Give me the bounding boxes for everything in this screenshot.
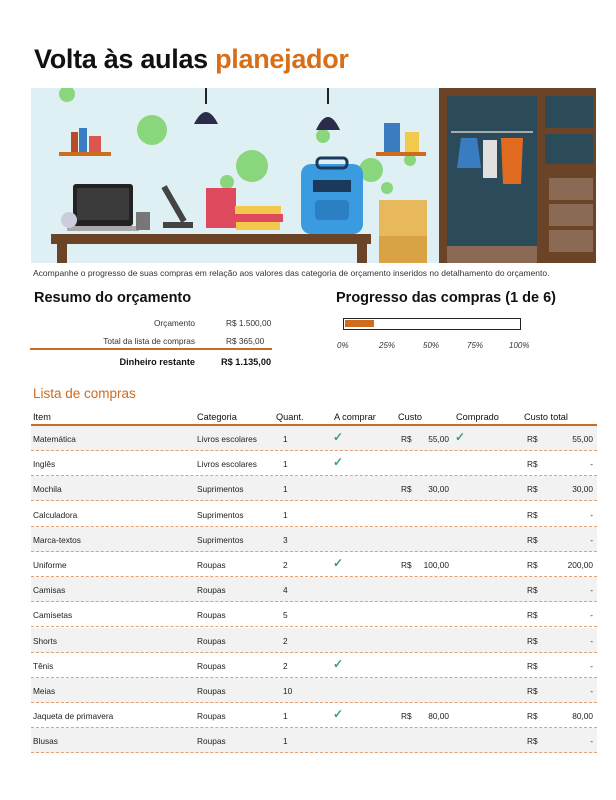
column-header-category: Categoria [197,412,237,422]
item-name: Jaqueta de primavera [33,711,114,722]
item-category: Roupas [197,736,226,747]
table-row[interactable] [31,451,597,476]
item-quantity: 1 [283,484,288,495]
item-cost: 30,00 [428,484,449,495]
remaining-money-label: Dinheiro restante [119,357,195,367]
item-total: - [590,509,593,520]
column-header-cost: Custo [398,412,423,422]
item-cost: 55,00 [428,434,449,444]
total-currency: R$ [527,434,538,444]
item-name: Calculadora [33,509,78,520]
table-row[interactable] [31,502,597,527]
item-category: Livros escolares [197,459,257,470]
progress-tick-0: 0% [337,341,349,350]
list-total-value: R$ 365,00 [226,336,265,346]
item-name: Camisetas [33,610,73,621]
table-row[interactable] [31,653,597,678]
total-currency: R$ [527,459,538,470]
item-category: Suprimentos [197,509,244,520]
item-total: 30,00 [572,484,593,495]
list-total-label: Total da lista de compras [103,336,195,346]
item-quantity: 10 [283,686,293,696]
progress-heading: Progresso das compras (1 de 6) [336,290,556,306]
item-name: Marca-textos [33,534,81,545]
table-row[interactable] [31,703,597,728]
item-total: 80,00 [572,711,593,722]
item-category: Roupas [197,660,226,671]
item-category: Suprimentos [197,484,244,495]
title-part-2: planejador [215,44,349,74]
cost-currency: R$ [401,560,412,570]
item-name: Matemática [33,434,76,444]
item-name: Mochila [33,484,62,495]
summary-divider [30,348,272,350]
budget-value: R$ 1.500,00 [226,318,272,328]
item-name: Camisas [33,585,66,596]
item-quantity: 1 [283,736,288,747]
item-cost: 80,00 [428,711,449,722]
cost-currency: R$ [401,434,412,444]
total-currency: R$ [527,585,538,596]
column-header-quantity: Quant. [276,412,304,422]
item-total: 55,00 [572,434,593,444]
item-total: - [590,736,593,747]
item-quantity: 2 [283,560,288,570]
table-row[interactable] [31,426,597,451]
item-name: Blusas [33,736,58,747]
total-currency: R$ [527,560,538,570]
to-buy-check-icon: ✓ [333,430,344,444]
table-row[interactable] [31,577,597,602]
to-buy-check-icon: ✓ [333,656,344,671]
cost-currency: R$ [401,711,412,722]
to-buy-check-icon: ✓ [333,455,344,470]
progress-tick-50: 50% [423,341,440,350]
item-total: - [590,686,593,696]
item-total: 200,00 [567,560,593,570]
to-buy-check-icon: ✓ [333,707,344,722]
total-currency: R$ [527,686,538,696]
item-name: Meias [33,686,56,696]
item-category: Roupas [197,585,226,596]
item-quantity: 1 [283,434,288,444]
table-row[interactable] [31,527,597,552]
cost-currency: R$ [401,484,412,495]
total-currency: R$ [527,509,538,520]
item-name: Inglês [33,459,56,470]
column-header-to-buy: A comprar [334,412,376,422]
item-category: Suprimentos [197,534,244,545]
item-total: - [590,585,593,596]
total-currency: R$ [527,484,538,495]
table-row[interactable] [31,728,597,753]
item-category: Roupas [197,711,226,722]
item-total: - [590,635,593,646]
total-currency: R$ [527,534,538,545]
table-row[interactable] [31,552,597,577]
total-currency: R$ [527,635,538,646]
item-category: Livros escolares [197,434,257,444]
page-title [34,44,349,75]
column-header-item: Item [33,412,51,422]
item-quantity: 2 [283,660,288,671]
item-category: Roupas [197,560,226,570]
table-row[interactable] [31,678,597,703]
column-header-bought: Comprado [456,412,499,422]
item-name: Tênis [33,660,54,671]
column-header-total: Custo total [524,412,568,422]
banner-illustration [31,88,596,263]
item-category: Roupas [197,635,226,646]
progress-tick-75: 75% [467,341,484,350]
table-row[interactable] [31,628,597,653]
item-quantity: 2 [283,635,288,646]
item-total: - [590,459,593,470]
budget-label: Orçamento [153,318,195,328]
item-name: Uniforme [33,560,67,570]
page-description: Acompanhe o progresso de suas compras em relação aos valores das categoria de orçamento inseridos no detalhamento do orçamento. [33,268,550,278]
item-total: - [590,534,593,545]
item-name: Shorts [33,635,57,646]
item-quantity: 1 [283,509,288,520]
item-category: Roupas [197,610,226,621]
bought-check-icon: ✓ [455,430,466,444]
table-row[interactable] [31,602,597,627]
total-currency: R$ [527,711,538,722]
item-quantity: 3 [283,534,288,545]
item-cost: 100,00 [423,560,449,570]
progress-bar [343,318,521,330]
item-quantity: 4 [283,585,288,596]
progress-bar-fill [345,320,374,327]
to-buy-check-icon: ✓ [333,556,344,570]
item-total: - [590,610,593,621]
total-currency: R$ [527,736,538,747]
budget-summary-heading: Resumo do orçamento [34,290,192,306]
remaining-money-value: R$ 1.135,00 [221,357,272,367]
item-quantity: 1 [283,459,288,470]
progress-tick-100: 100% [509,341,530,350]
shopping-list-heading: Lista de compras [33,386,136,401]
item-quantity: 5 [283,610,288,621]
title-part-1: Volta às aulas [34,44,208,74]
item-total: - [590,660,593,671]
total-currency: R$ [527,660,538,671]
item-quantity: 1 [283,711,288,722]
table-row[interactable] [31,476,597,501]
item-category: Roupas [197,686,226,696]
total-currency: R$ [527,610,538,621]
progress-tick-25: 25% [379,341,396,350]
